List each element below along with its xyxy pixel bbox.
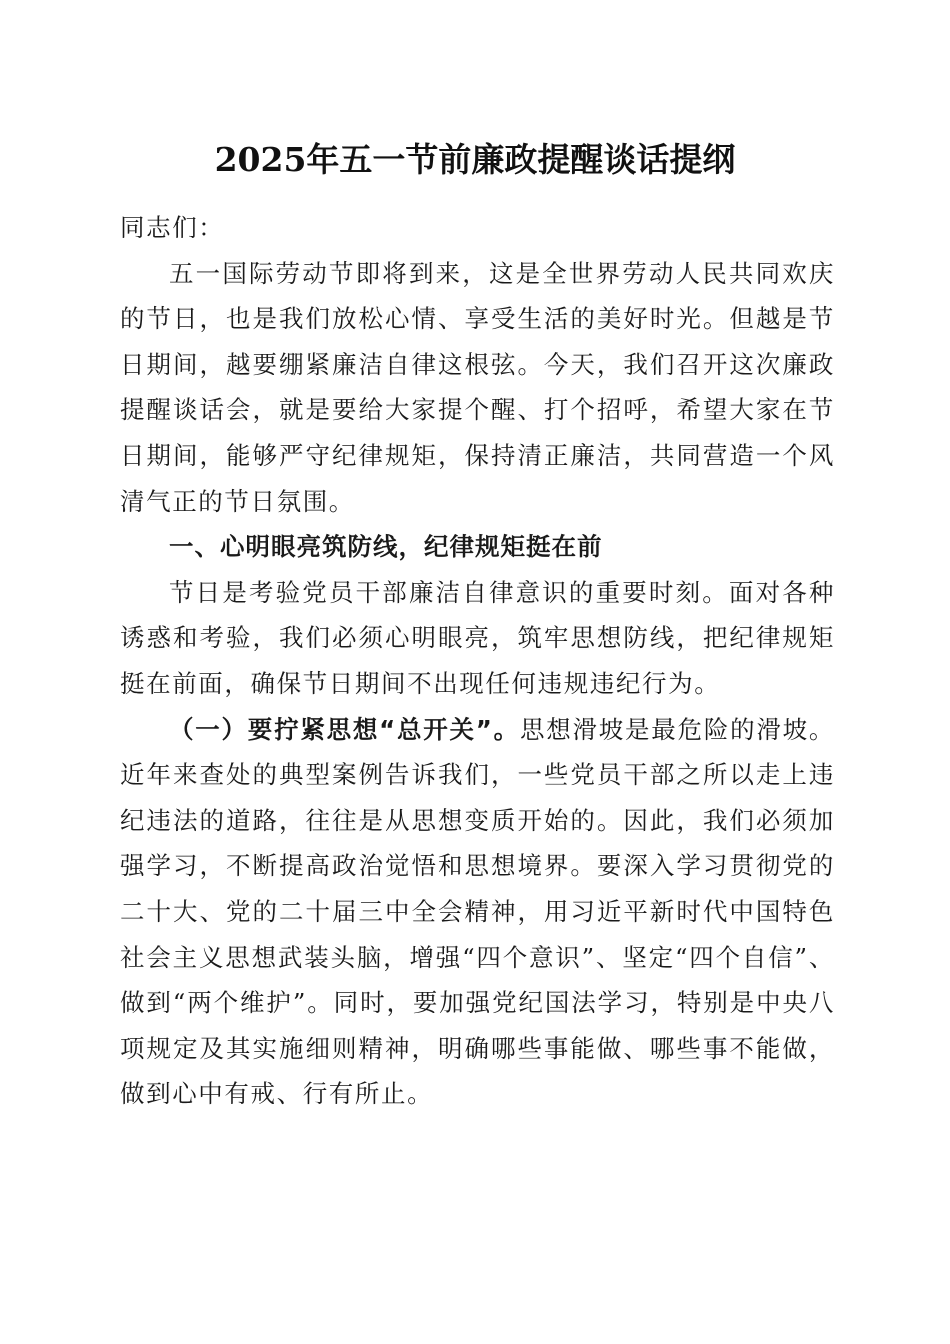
subsection-1-heading: （一）要拧紧思想“总开关”。	[169, 714, 520, 744]
salutation: 同志们：	[120, 213, 225, 242]
intro-paragraph: 五一国际劳动节即将到来，这是全世界劳动人民共同欢庆的节日，也是我们放松心情、享受生活的美好时光。但越是节日期间，越要绷紧廉洁自律这根弦。今天，我们召开这次廉政提醒谈话会，就是要给大家提个醒、打个招呼，希望大家在节日期间，能够严守纪律规矩，保持清正廉洁，共同营造一个风清气正的节日氛围。	[120, 258, 835, 516]
subsection-1-text: 思想滑坡是最危险的滑坡。近年来查处的典型案例告诉我们，一些党员干部之所以走上违纪违法的道路，往往是从思想变质开始的。因此，我们必须加强学习，不断提高政治觉悟和思想境界。要深入学习贯彻党的二十大、党的二十届三中全会精神，用习近平新时代中国特色社会主义思想武装头脑，增强“四个意识”、坚定“四个自信”、做到“两个维护”。同时，要加强党纪国法学习，特别是中央八项规定及其实施细则精神，明确哪些事能做、哪些事不能做，做到心中有戒、行有所止。	[120, 714, 835, 1109]
subsection-1-paragraph	[120, 707, 835, 1117]
section-1-heading: 一、心明眼亮筑防线，纪律规矩挺在前	[169, 532, 603, 562]
section-1-paragraph: 节日是考验党员干部廉洁自律意识的重要时刻。面对各种诱惑和考验，我们必须心明眼亮，筑牢思想防线，把纪律规矩挺在前面，确保节日期间不出现任何违规违纪行为。	[120, 577, 835, 698]
document-body	[120, 205, 835, 1117]
document-title: 2025年五一节前廉政提醒谈话提纲	[214, 140, 736, 179]
